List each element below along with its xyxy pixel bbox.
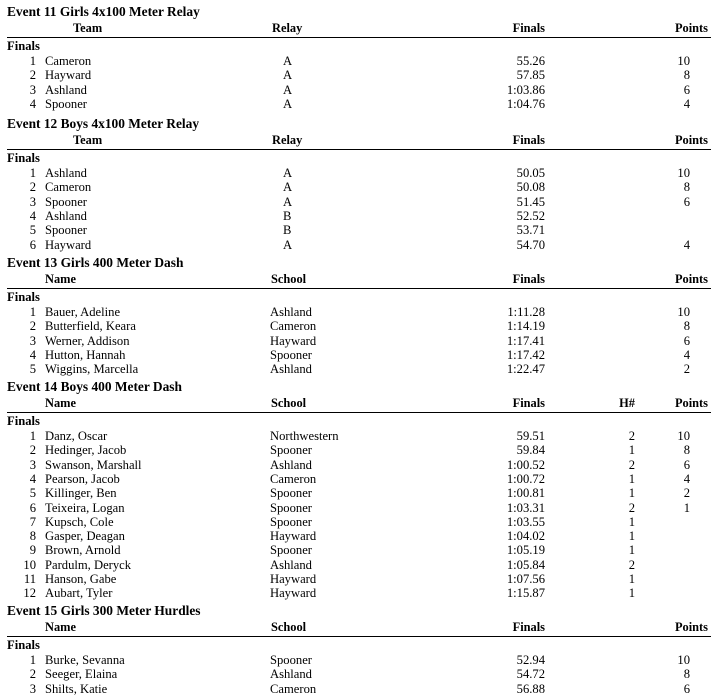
header-rule [7,412,711,413]
event-title: Event 12 Boys 4x100 Meter Relay [7,116,200,131]
result-row [0,97,711,111]
place: 9 [29,543,36,558]
event-title: Event 11 Girls 4x100 Meter Relay [7,4,200,19]
school-name: Hayward [270,586,317,601]
header-relay: Relay [272,133,303,147]
finals-time: 57.85 [516,68,545,83]
school-name: Cameron [270,319,317,334]
result-row [0,319,711,333]
school-name: Spooner [270,347,312,362]
header-finals: Finals [512,272,545,286]
header-finals: Finals [512,620,545,634]
finals-time: 1:14.19 [506,319,545,334]
place: 6 [29,237,36,252]
heat-number: 1 [628,486,635,501]
finals-time: 55.26 [516,54,545,68]
relay-letter: A [283,54,293,68]
place: 3 [29,194,36,209]
place: 4 [29,208,36,223]
results-label: Finals [7,290,40,304]
school-name: Ashland [270,667,312,682]
place: 4 [29,347,36,362]
athlete-name: Pardulm, Deryck [45,557,132,572]
header-team: Team [73,133,103,147]
finals-time: 1:22.47 [506,362,545,377]
results-label: Finals [7,414,40,428]
header-rule [7,636,711,637]
points: 10 [677,305,690,319]
results-label: Finals [7,39,40,53]
finals-time: 1:03.55 [506,514,545,529]
relay-letter: A [283,237,293,252]
athlete-name: Pearson, Jacob [45,471,120,486]
finals-time: 1:07.56 [506,572,545,586]
result-row [0,472,711,486]
place: 4 [29,471,36,486]
team-name: Spooner [45,194,87,209]
result-row [0,238,711,252]
school-name: Cameron [270,471,317,486]
athlete-name: Aubart, Tyler [45,586,113,601]
header-finals: Finals [512,133,545,147]
result-row [0,558,711,572]
result-row [0,209,711,223]
place: 2 [29,319,36,334]
header-name: Name [45,396,76,410]
place: 1 [29,54,36,68]
school-name: Hayward [270,572,317,586]
place: 7 [29,514,36,529]
athlete-name: Butterfield, Keara [45,319,136,334]
event-title-row [0,117,711,131]
result-row [0,443,711,457]
header-finals: Finals [512,21,545,35]
school-name: Spooner [270,486,312,501]
school-name: Ashland [270,457,312,472]
header-points: Points [674,21,708,35]
athlete-name: Werner, Addison [45,333,130,348]
relay-letter: A [283,68,293,83]
column-header-row [0,21,711,35]
athlete-name: Swanson, Marshall [45,457,142,472]
place: 2 [29,443,36,458]
points: 8 [683,68,690,83]
team-name: Ashland [45,208,87,223]
place: 8 [29,529,36,544]
place: 11 [23,572,36,586]
athlete-name: Hanson, Gabe [45,572,117,586]
result-row [0,501,711,515]
relay-letter: A [283,180,293,195]
place: 5 [29,223,36,238]
athlete-name: Gasper, Deagan [45,529,125,544]
result-row [0,429,711,443]
heat-number: 1 [628,543,635,558]
finals-time: 59.84 [516,443,545,458]
place: 4 [29,96,36,111]
finals-time: 1:17.42 [506,347,545,362]
event-title-row [0,380,711,394]
header-school: School [271,620,307,634]
points: 6 [683,194,690,209]
points: 4 [683,347,690,362]
school-name: Hayward [270,333,317,348]
athlete-name: Killinger, Ben [45,486,117,501]
result-row [0,305,711,319]
result-row [0,667,711,681]
finals-time: 1:04.02 [506,529,545,544]
athlete-name: Hutton, Hannah [45,347,126,362]
finals-time: 56.88 [516,681,545,696]
place: 12 [23,586,36,601]
points: 8 [683,667,690,682]
relay-letter: A [283,96,293,111]
points: 8 [683,180,690,195]
team-name: Ashland [45,82,87,97]
finals-time: 52.52 [516,208,545,223]
place: 10 [23,557,36,572]
event-title: Event 13 Girls 400 Meter Dash [7,255,184,270]
relay-letter: B [283,223,292,238]
header-rule [7,149,711,150]
points: 10 [677,653,690,667]
finals-time: 54.70 [516,237,545,252]
result-row [0,166,711,180]
header-finals: Finals [512,396,545,410]
results-label-row [0,39,711,53]
points: 4 [683,471,690,486]
team-name: Hayward [45,68,92,83]
finals-time: 1:15.87 [506,586,545,601]
athlete-name: Brown, Arnold [45,543,121,558]
event-title-row [0,5,711,19]
finals-time: 1:05.19 [506,543,545,558]
header-rule [7,288,711,289]
finals-time: 1:11.28 [507,305,545,319]
school-name: Spooner [270,543,312,558]
header-name: Name [45,272,76,286]
points: 4 [683,96,690,111]
finals-time: 1:00.81 [506,486,545,501]
points: 6 [683,82,690,97]
header-school: School [271,396,307,410]
header-school: School [271,272,307,286]
result-row [0,348,711,362]
result-row [0,682,711,696]
heat-number: 2 [628,429,635,443]
points: 6 [683,333,690,348]
result-row [0,54,711,68]
place: 3 [29,681,36,696]
points: 2 [683,486,690,501]
result-row [0,543,711,557]
athlete-name: Wiggins, Marcella [45,362,139,377]
result-row [0,334,711,348]
event-title: Event 14 Boys 400 Meter Dash [7,379,182,394]
finals-time: 51.45 [516,194,545,209]
result-row [0,515,711,529]
finals-time: 50.08 [516,180,545,195]
place: 1 [29,653,36,667]
team-name: Spooner [45,223,87,238]
column-header-row [0,396,711,410]
finals-time: 1:03.86 [506,82,545,97]
school-name: Spooner [270,500,312,515]
header-points: Points [674,133,708,147]
athlete-name: Hedinger, Jacob [45,443,127,458]
header-name: Name [45,620,76,634]
heat-number: 1 [628,514,635,529]
heat-number: 2 [628,500,635,515]
team-name: Spooner [45,96,87,111]
place: 2 [29,68,36,83]
column-header-row [0,620,711,634]
event-title-row [0,604,711,618]
place: 3 [29,82,36,97]
school-name: Spooner [270,514,312,529]
place: 1 [29,429,36,443]
finals-time: 1:03.31 [506,500,545,515]
finals-time: 59.51 [516,429,545,443]
heat-number: 1 [628,572,635,586]
result-row [0,180,711,194]
header-points: Points [674,620,708,634]
finals-time: 1:05.84 [506,557,545,572]
relay-letter: A [283,194,293,209]
school-name: Northwestern [270,429,339,443]
place: 5 [29,486,36,501]
place: 1 [29,305,36,319]
points: 10 [677,54,690,68]
result-row [0,83,711,97]
finals-time: 52.94 [516,653,545,667]
heat-number: 2 [628,557,635,572]
relay-letter: A [283,82,293,97]
results-label-row [0,290,711,304]
school-name: Ashland [270,305,312,319]
header-points: Points [674,396,708,410]
points: 2 [683,362,690,377]
points: 6 [683,681,690,696]
finals-time: 53.71 [516,223,545,238]
athlete-name: Teixeira, Logan [45,500,125,515]
relay-letter: A [283,166,293,180]
heat-number: 1 [628,471,635,486]
result-row [0,458,711,472]
place: 1 [29,166,36,180]
athlete-name: Burke, Sevanna [45,653,125,667]
place: 2 [29,180,36,195]
place: 3 [29,457,36,472]
result-row [0,223,711,237]
header-rule [7,37,711,38]
finals-time: 50.05 [516,166,545,180]
finals-time: 54.72 [516,667,545,682]
column-header-row [0,133,711,147]
header-relay: Relay [272,21,303,35]
finals-time: 1:00.72 [506,471,545,486]
athlete-name: Danz, Oscar [45,429,108,443]
result-row [0,486,711,500]
event-title: Event 15 Girls 300 Meter Hurdles [7,603,201,618]
points: 10 [677,429,690,443]
points: 4 [683,237,690,252]
heat-number: 1 [628,529,635,544]
school-name: Cameron [270,681,317,696]
header-heat: H# [619,396,635,410]
result-row [0,586,711,600]
result-row [0,529,711,543]
finals-time: 1:04.76 [506,96,545,111]
results-label-row [0,151,711,165]
event-title-row [0,256,711,270]
header-points: Points [674,272,708,286]
points: 10 [677,166,690,180]
column-header-row [0,272,711,286]
school-name: Hayward [270,529,317,544]
result-row [0,195,711,209]
results-label-row [0,414,711,428]
results-label: Finals [7,638,40,652]
relay-letter: B [283,208,292,223]
team-name: Hayward [45,237,92,252]
school-name: Spooner [270,443,312,458]
finals-time: 1:17.41 [506,333,545,348]
athlete-name: Shilts, Katie [45,681,108,696]
place: 5 [29,362,36,377]
result-row [0,572,711,586]
heat-number: 1 [628,443,635,458]
points: 8 [683,443,690,458]
team-name: Cameron [45,54,92,68]
results-label-row [0,638,711,652]
header-team: Team [73,21,103,35]
heat-number: 2 [628,457,635,472]
result-row [0,653,711,667]
team-name: Cameron [45,180,92,195]
finals-time: 1:00.52 [506,457,545,472]
place: 2 [29,667,36,682]
school-name: Spooner [270,653,312,667]
place: 3 [29,333,36,348]
team-name: Ashland [45,166,87,180]
athlete-name: Seeger, Elaina [45,667,118,682]
heat-number: 1 [628,586,635,601]
place: 6 [29,500,36,515]
school-name: Ashland [270,557,312,572]
school-name: Ashland [270,362,312,377]
points: 8 [683,319,690,334]
points: 1 [683,500,690,515]
results-label: Finals [7,151,40,165]
athlete-name: Bauer, Adeline [45,305,121,319]
points: 6 [683,457,690,472]
result-row [0,68,711,82]
result-row [0,362,711,376]
athlete-name: Kupsch, Cole [45,514,114,529]
